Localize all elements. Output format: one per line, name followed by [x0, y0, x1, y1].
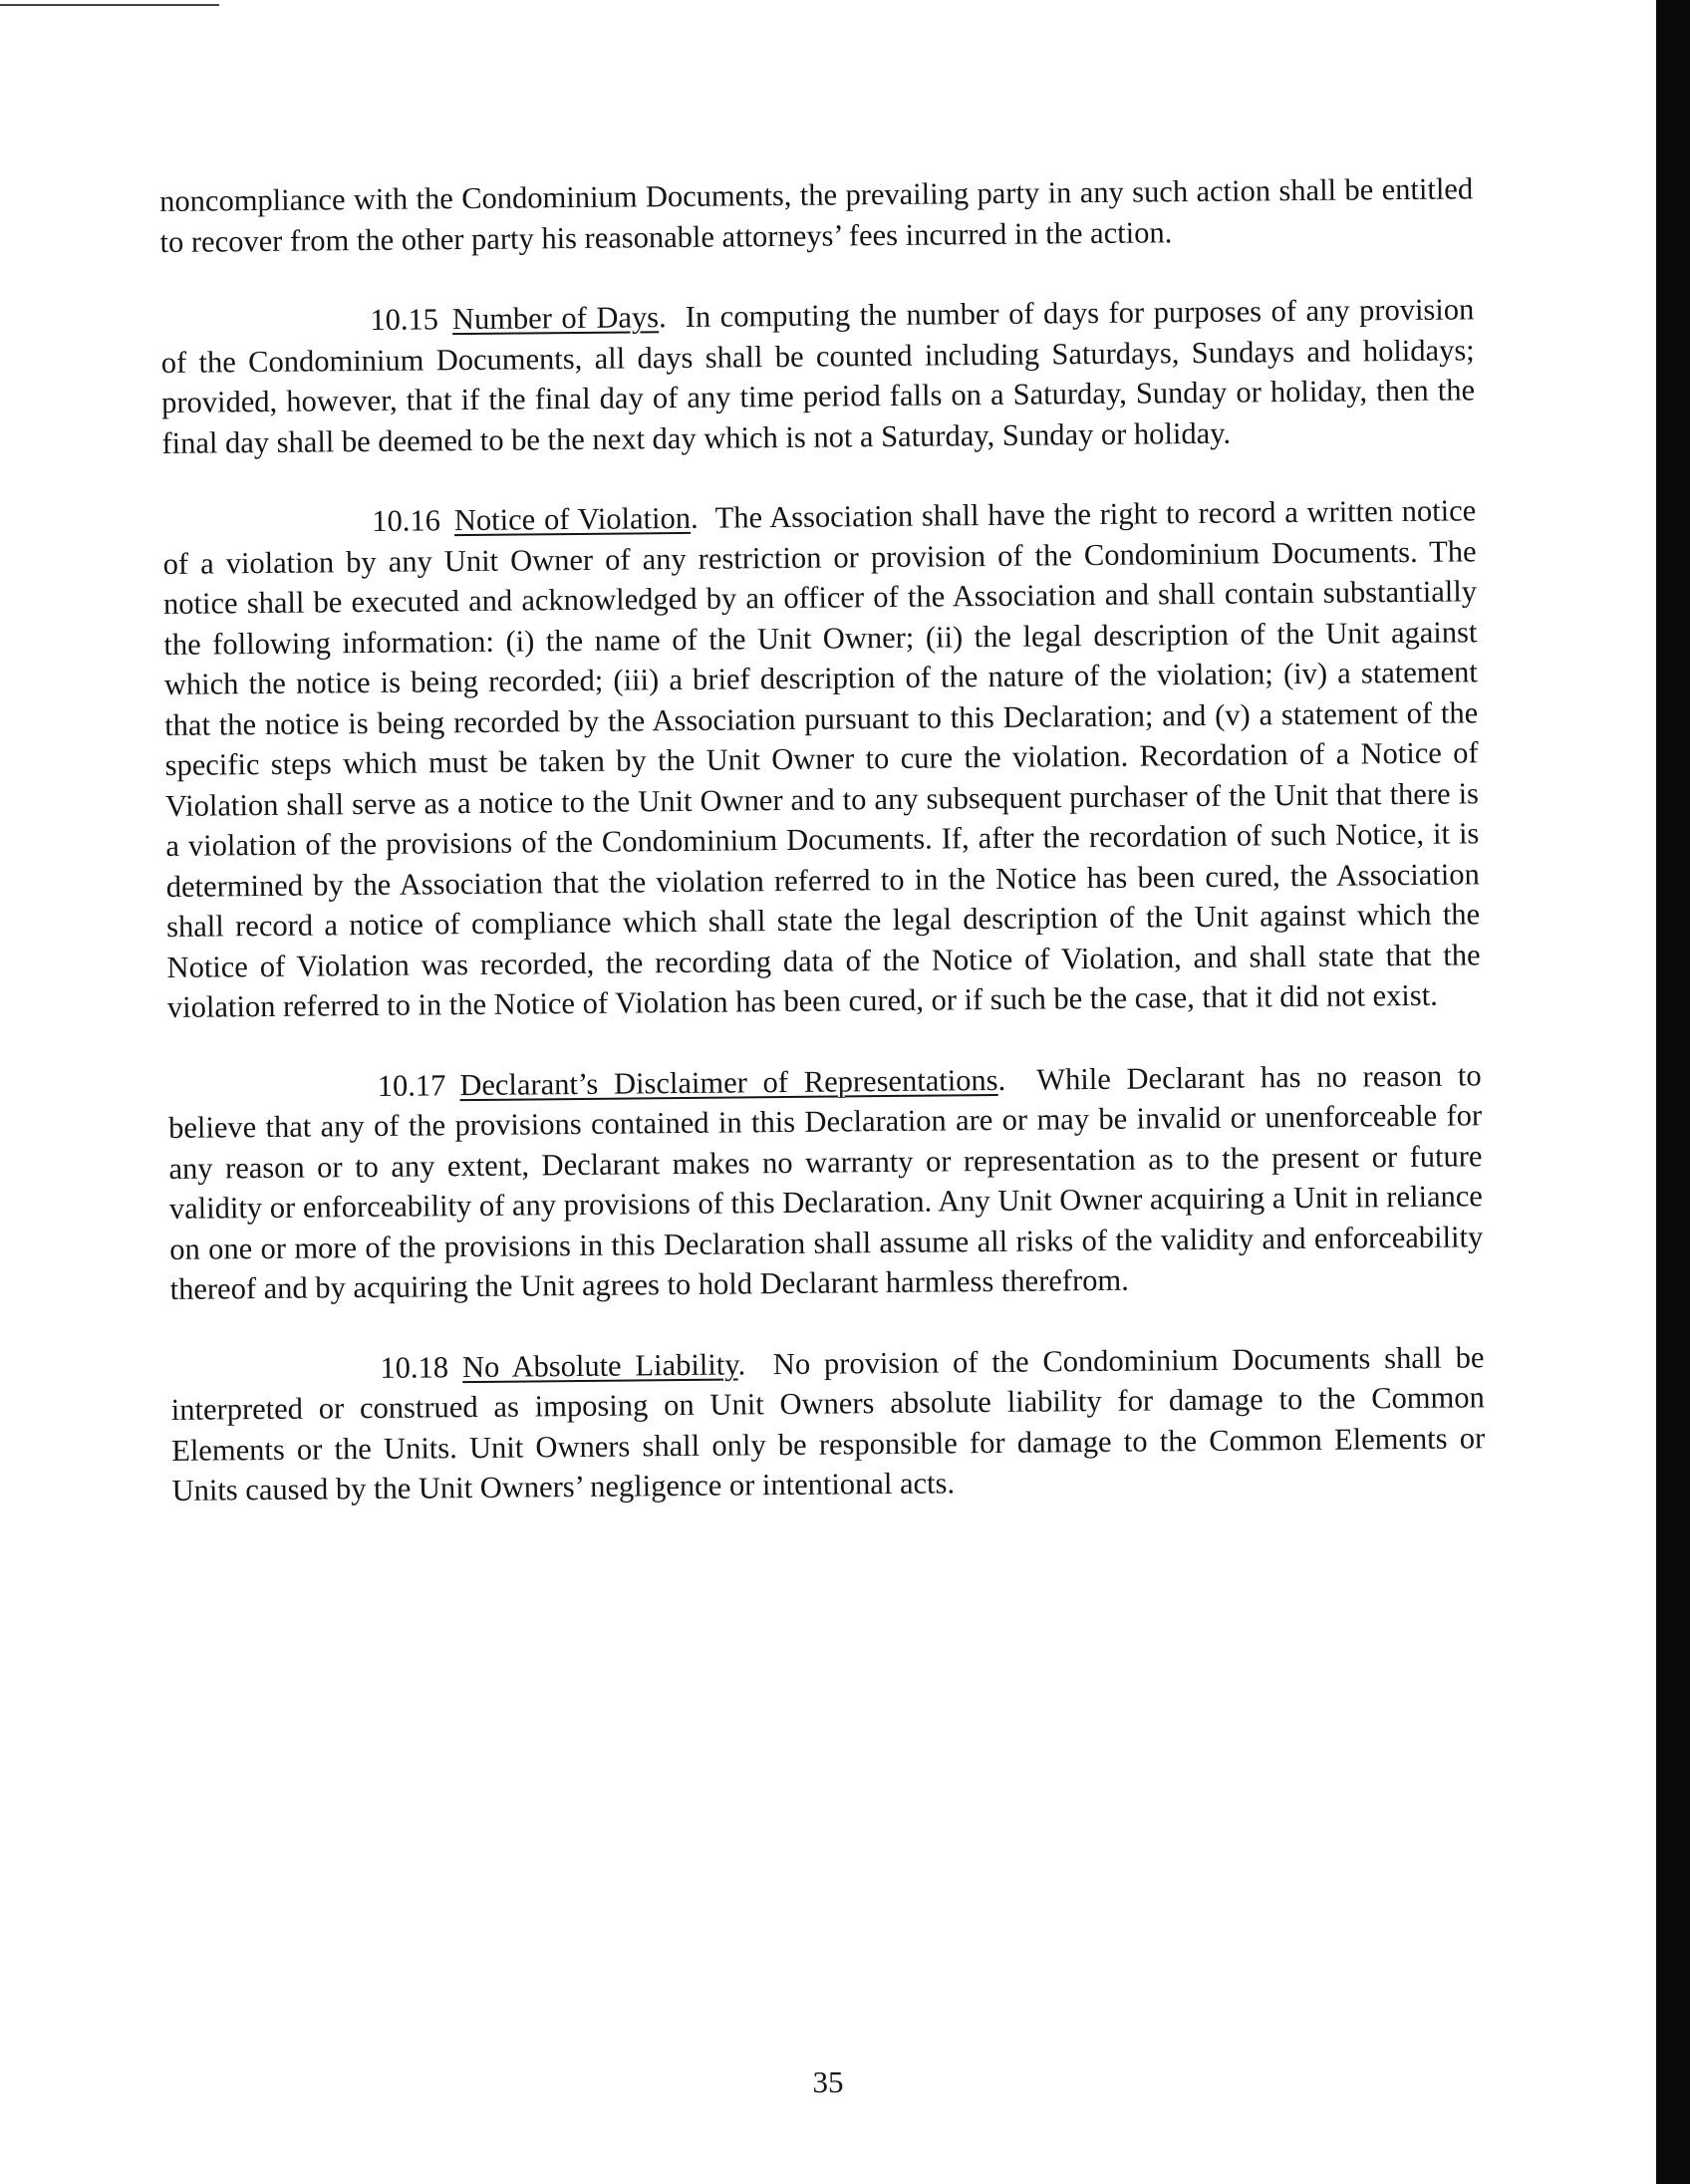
section-title: Notice of Violation: [453, 500, 692, 538]
scan-right-edge: [1656, 0, 1690, 2184]
section-title: Number of Days: [451, 300, 660, 337]
continuation-paragraph: noncompliance with the Condominium Documents, the prevailing party in any such action shall be entitled to recover from the other party his reasonable attorneys’ fees incurred in the action.: [159, 171, 1474, 259]
section-body: No provision of the Condominium Documents shall be interpreted or construed as imposing on Unit Owners absolute liability for damage to the Common Elements or the Units. Unit Owners shall only be responsible for damage to the Common Elements or Units caused by the Unit Owners’ negligence or intentional acts.: [170, 1339, 1486, 1507]
page-number: 35: [812, 2064, 844, 2099]
section-10-18: 10.18 No Absolute Liability. No provision of the Condominium Documents shall be interpreted or construed as imposing on Unit Owners absolute liability for damage to the Common Elements or the Units. Unit Owners shall only be responsible for damage to the Common Elements or Units caused by the Unit Owners’ negligence or intentional acts.: [170, 1339, 1486, 1507]
section-number: 10.16: [372, 503, 441, 538]
section-10-15: 10.15 Number of Days. In computing the number of days for purposes of any provision of the Condominium Documents, all days shall be counted including Saturdays, Sundays and holidays; provided, however, that if the final day of any time period falls on a Saturday, Sunday or holiday, then the final day shall be deemed to be the next day which is not a Saturday, Sunday or holiday.: [160, 292, 1476, 460]
section-title: No Absolute Liability: [461, 1346, 738, 1384]
scan-top-rule: [0, 4, 219, 6]
document-body: [159, 168, 1486, 1550]
section-body: While Declarant has no reason to believe that any of the provisions contained in this Declaration are or may be invalid or unenforceable for any reason or to any extent, Declarant makes no warranty or representation as to the present or future validity or enforceability of any provisions of this Declaration. Any Unit Owner acquiring a Unit in reliance on one or more of the provisions in this Declaration shall assume all risks of the validity and enforceability thereof and by acquiring the Unit agrees to hold Declarant harmless therefrom.: [167, 1057, 1484, 1306]
section-title: Declarant’s Disclaimer of Representations: [459, 1062, 998, 1102]
section-number: 10.18: [380, 1349, 449, 1385]
section-number: 10.17: [377, 1067, 446, 1103]
section-10-17: 10.17 Declarant’s Disclaimer of Representations. While Declarant has no reason to believe that any of the provisions contained in this Declaration are or may be invalid or unenforceable for any reason or to any extent, Declarant makes no warranty or representation as to the present or future validity or enforceability of any provisions of this Declaration. Any Unit Owner acquiring a Unit in reliance on one or more of the provisions in this Declaration shall assume all risks of the validity and enforceability thereof and by acquiring the Unit agrees to hold Declarant harmless therefrom.: [167, 1057, 1484, 1306]
section-10-16: 10.16 Notice of Violation. The Association shall have the right to record a written notice of a violation by any Unit Owner of any restriction or provision of the Condominium Documents. The notice shall be executed and acknowledged by an officer of the Association and shall contain substantially the following information: (i) the name of the Unit Owner; (ii) the legal description of the Unit against which the notice is being recorded; (iii) a brief description of the nature of the violation; (iv) a statement that the notice is being recorded by the Association pursuant to this Declaration; and (v) a statement of the specific steps which must be taken by the Unit Owner to cure the violation. Recordation of a Notice of Violation shall serve as a notice to the Unit Owner and to any subsequent purchaser of the Unit that there is a violation of the provisions of the Condominium Documents. If, after the recordation of such Notice, it is determined by the Association that the violation referred to in the Notice has been cured, the Association shall record a notice of compliance which shall state the legal description of the Unit against which the Notice of Violation was recorded, the recording data of the Notice of Violation, and shall state that the violation referred to in the Notice of Violation has been cured, or if such be the case, that it did not exist.: [162, 493, 1481, 1024]
section-number: 10.15: [370, 302, 439, 337]
section-body: In computing the number of days for purposes of any provision of the Condominium Documents, all days shall be counted including Saturdays, Sundays and holidays; provided, however, that if the final day of any time period falls on a Saturday, Sunday or holiday, then the final day shall be deemed to be the next day which is not a Saturday, Sunday or holiday.: [160, 292, 1476, 460]
section-body: The Association shall have the right to record a written notice of a violation by any Unit Owner of any restriction or provision of the Condominium Documents. The notice shall be executed and acknowledged by an officer of the Association and shall contain substantially the following information: (i) the name of the Unit Owner; (ii) the legal description of the Unit against which the notice is being recorded; (iii) a brief description of the nature of the violation; (iv) a statement that the notice is being recorded by the Association pursuant to this Declaration; and (v) a statement of the specific steps which must be taken by the Unit Owner to cure the violation. Recordation of a Notice of Violation shall serve as a notice to the Unit Owner and to any subsequent purchaser of the Unit that there is a violation of the provisions of the Condominium Documents. If, after the recordation of such Notice, it is determined by the Association that the violation referred to in the Notice has been cured, the Association shall record a notice of compliance which shall state the legal description of the Unit against which the Notice of Violation was recorded, the recording data of the Notice of Violation, and shall state that the violation referred to in the Notice of Violation has been cured, or if such be the case, that it did not exist.: [162, 493, 1481, 1024]
